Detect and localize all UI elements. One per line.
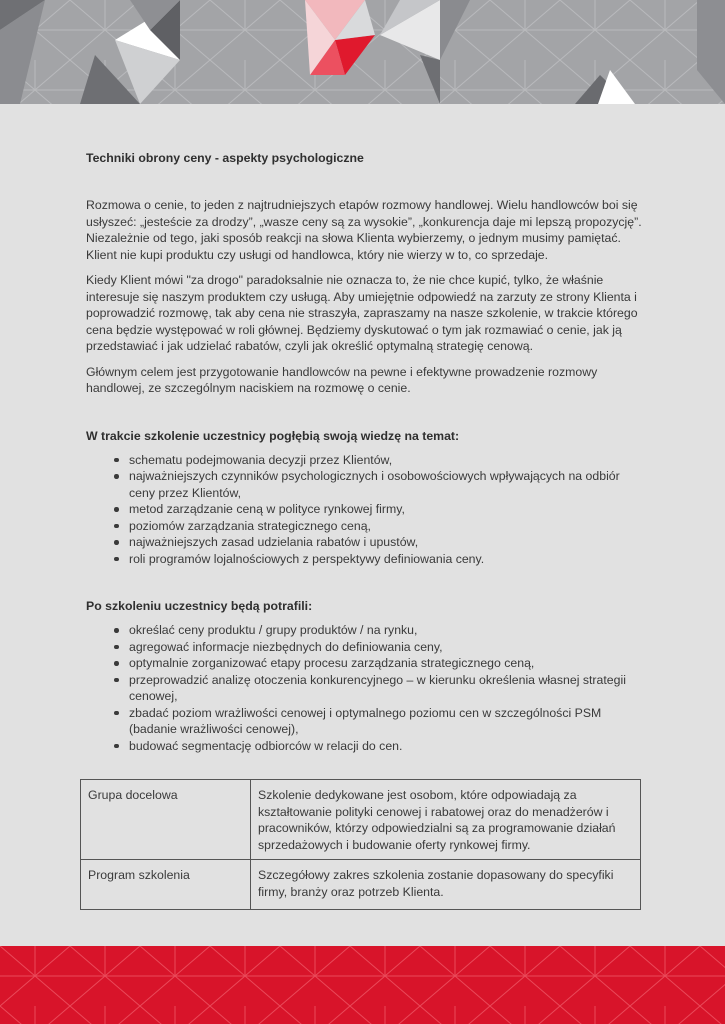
table-cell-value: Szkolenie dedykowane jest osobom, które odpowiadają za kształtowanie polityki cenowej i rabatowej oraz do menadżerów i pracowników, którzy odpowiedzialni są za programowanie działań sprzedażowych i budowanie oferty rynkowej firmy. bbox=[251, 780, 641, 860]
intro-paragraph-3: Głównym celem jest przygotowanie handlowców na pewne i efektywne prowadzenie rozmowy handlowej, ze szczególnym naciskiem na rozmowę o cenie. bbox=[86, 364, 598, 395]
knowledge-list bbox=[86, 452, 642, 568]
skills-section-heading: Po szkoleniu uczestnicy będą potrafili: bbox=[86, 599, 313, 613]
list-item: metod zarządzanie ceną w polityce rynkowej firmy, bbox=[129, 501, 642, 518]
knowledge-section-heading: W trakcie szkolenie uczestnicy pogłębią swoją wiedzę na temat: bbox=[86, 428, 460, 443]
list-item: określać ceny produktu / grupy produktów / na rynku, bbox=[129, 622, 642, 639]
document-title: Techniki obrony ceny - aspekty psychologiczne bbox=[86, 151, 364, 165]
footer-decoration bbox=[0, 946, 725, 1024]
list-item: schematu podejmowania decyzji przez Klientów, bbox=[129, 452, 642, 469]
list-item: najważniejszych zasad udzielania rabatów i upustów, bbox=[129, 534, 642, 551]
document-content bbox=[86, 151, 642, 754]
table-cell-value: Szczegółowy zakres szkolenia zostanie dopasowany do specyfiki firmy, branży oraz potrzeb Klienta. bbox=[251, 860, 641, 910]
list-item: poziomów zarządzania strategicznego ceną, bbox=[129, 518, 642, 535]
table-row bbox=[81, 780, 641, 860]
intro-paragraph-2: Kiedy Klient mówi "za drogo" paradoksalnie nie oznacza to, że nie chce kupić, tylko, że właśnie interesuje się naszym produktem czy usługą. Aby umiejętnie odpowiedź na zarzuty ze strony Klienta i poprowadzić rozmowę, tak aby cena nie straszyła, zapraszamy na nasze szkolenie, w trakcie którego cena będzie występować w roli głównej. Będziemy dyskutować o tym jak rozmawiać o cenie, jak ją przedstawiać i jak udzielać rabatów, czyli jak określić optymalną strategię cenową. bbox=[86, 273, 638, 353]
list-item: agregować informacje niezbędnych do definiowania ceny, bbox=[129, 639, 642, 656]
list-item: budować segmentację odbiorców w relacji do cen. bbox=[129, 738, 642, 755]
list-item: przeprowadzić analizę otoczenia konkurencyjnego – w kierunku określenia własnej strategii cenowej, bbox=[129, 672, 642, 705]
intro-paragraph-1: Rozmowa o cenie, to jeden z najtrudniejszych etapów rozmowy handlowej. Wielu handlowców boi się usłyszeć: „jesteście za drodzy”, „wasze ceny są za wysokie”, „konkurencja daje mi lepszą propozycję”. Niezależnie od tego, jaki sposób reakcji na słowa Klienta wybierzemy, o jednym musimy pamiętać. Klient nie kupi produktu czy usługi od handlowca, który nie wierzy w to, co sprzedaje. bbox=[86, 198, 642, 262]
header-decoration bbox=[0, 0, 725, 104]
training-info-table bbox=[80, 779, 641, 910]
list-item: najważniejszych czynników psychologicznych i osobowościowych wpływających na odbiór ceny przez Klientów, bbox=[129, 468, 642, 501]
table-row bbox=[81, 860, 641, 910]
list-item: zbadać poziom wrażliwości cenowej i optymalnego poziomu cen w szczególności PSM (badanie wrażliwości cenowej), bbox=[129, 705, 642, 738]
table-cell-label: Program szkolenia bbox=[81, 860, 251, 910]
list-item: optymalnie zorganizować etapy procesu zarządzania strategicznego ceną, bbox=[129, 655, 642, 672]
skills-list bbox=[86, 622, 642, 754]
list-item: roli programów lojalnościowych z perspektywy definiowania ceny. bbox=[129, 551, 642, 568]
table-cell-label: Grupa docelowa bbox=[81, 780, 251, 860]
